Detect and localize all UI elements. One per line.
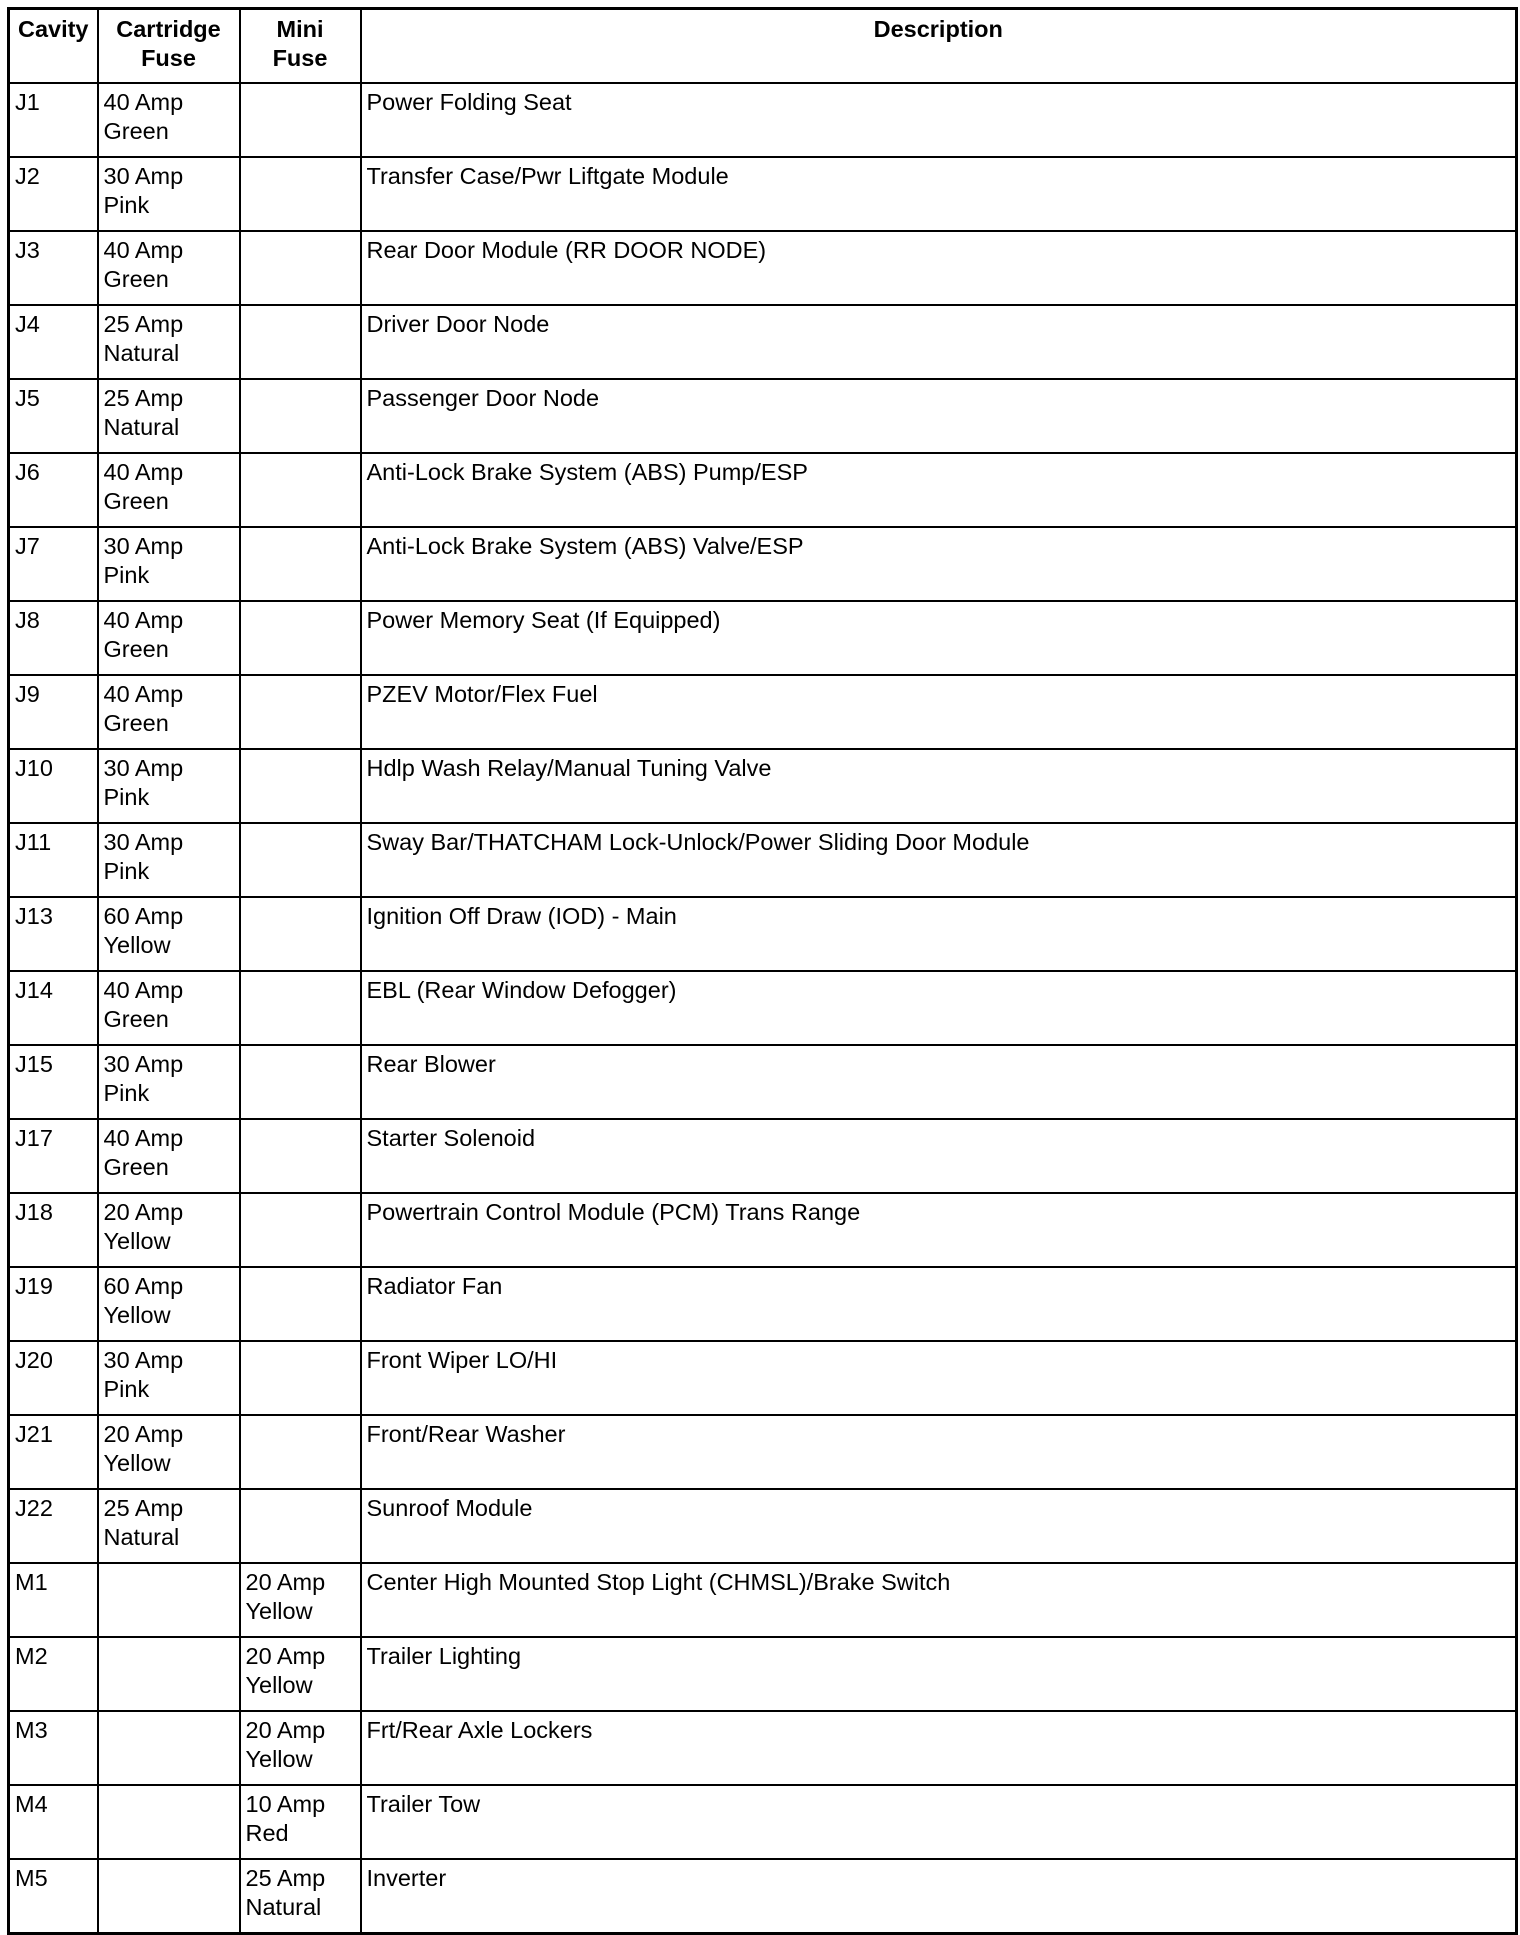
cavity-cell [9,1711,98,1785]
cavity-text: J17 [15,1125,53,1151]
header-cartridge-fuse: Cartridge Fuse [98,9,240,84]
description-cell [361,379,1517,453]
cartridge-fuse-cell [98,231,240,305]
description-cell [361,1489,1517,1563]
description-text: Frt/Rear Axle Lockers [366,1717,593,1743]
mini-fuse-cell [240,1267,361,1341]
mini-fuse-cell [240,1637,361,1711]
cartridge-fuse-text: Pink [103,562,150,588]
cartridge-fuse-cell [98,453,240,527]
description-text: Rear Door Module (RR DOOR NODE) [366,237,767,263]
cartridge-fuse-text: 40 Amp [103,237,184,263]
cartridge-fuse-text: Green [103,488,169,514]
description-text: Driver Door Node [366,311,550,337]
cavity-cell [9,1785,98,1859]
cartridge-fuse-text: 25 Amp [103,385,184,411]
cartridge-fuse-text: 40 Amp [103,681,184,707]
cartridge-fuse-cell [98,971,240,1045]
table-row [9,675,1517,749]
description-cell [361,1563,1517,1637]
table-row [9,1045,1517,1119]
mini-fuse-cell [240,1785,361,1859]
table-row [9,157,1517,231]
cavity-cell [9,823,98,897]
mini-fuse-cell [240,1563,361,1637]
mini-fuse-cell [240,749,361,823]
table-row [9,379,1517,453]
cartridge-fuse-text: Pink [103,1376,150,1402]
mini-fuse-cell [240,231,361,305]
description-text: EBL (Rear Window Defogger) [366,977,677,1003]
cavity-text: J4 [15,311,40,337]
table-row [9,1637,1517,1711]
cartridge-fuse-text: Green [103,710,169,736]
cartridge-fuse-cell [98,1119,240,1193]
cartridge-fuse-cell [98,157,240,231]
cavity-text: J13 [15,903,53,929]
table-row [9,1119,1517,1193]
table-row [9,897,1517,971]
table-row [9,1711,1517,1785]
cartridge-fuse-text: Green [103,266,169,292]
mini-fuse-text: 25 Amp [245,1865,326,1891]
cartridge-fuse-text: 30 Amp [103,829,184,855]
description-cell [361,157,1517,231]
description-cell [361,897,1517,971]
table-row [9,453,1517,527]
cavity-text: M1 [15,1569,48,1595]
description-cell [361,1045,1517,1119]
cavity-text: J15 [15,1051,53,1077]
mini-fuse-text: 20 Amp [245,1569,326,1595]
cartridge-fuse-cell [98,1637,240,1711]
table-row [9,1563,1517,1637]
mini-fuse-text: Red [245,1820,289,1846]
table-row [9,1341,1517,1415]
description-text: Rear Blower [366,1051,496,1077]
table-row [9,749,1517,823]
cartridge-fuse-cell [98,1193,240,1267]
fuse-table-container [7,7,1518,1935]
mini-fuse-text: Yellow [245,1598,313,1624]
cavity-text: J7 [15,533,40,559]
description-text: Trailer Tow [366,1791,481,1817]
description-text: Front Wiper LO/HI [366,1347,558,1373]
cavity-cell [9,1341,98,1415]
cavity-cell [9,601,98,675]
cartridge-fuse-text: Pink [103,1080,150,1106]
cavity-text: M5 [15,1865,48,1891]
mini-fuse-text: Yellow [245,1672,313,1698]
cavity-text: J22 [15,1495,53,1521]
cartridge-fuse-text: 30 Amp [103,163,184,189]
description-cell [361,1637,1517,1711]
cartridge-fuse-cell [98,823,240,897]
table-row [9,1193,1517,1267]
cavity-text: J11 [15,829,52,855]
mini-fuse-cell [240,83,361,157]
description-cell [361,453,1517,527]
mini-fuse-cell [240,897,361,971]
fuse-table [7,7,1518,1935]
mini-fuse-text: 20 Amp [245,1643,326,1669]
table-row [9,305,1517,379]
description-cell [361,823,1517,897]
mini-fuse-text: 20 Amp [245,1717,326,1743]
cavity-cell [9,527,98,601]
cartridge-fuse-text: Yellow [103,1450,171,1476]
table-row [9,1859,1517,1934]
cavity-text: J10 [15,755,53,781]
mini-fuse-cell [240,675,361,749]
cartridge-fuse-cell [98,1489,240,1563]
cavity-cell [9,897,98,971]
cartridge-fuse-text: 25 Amp [103,1495,184,1521]
mini-fuse-cell [240,527,361,601]
header-mini-fuse: Mini Fuse [240,9,361,84]
cavity-text: J21 [15,1421,53,1447]
cartridge-fuse-text: 25 Amp [103,311,184,337]
table-row [9,1267,1517,1341]
mini-fuse-cell [240,823,361,897]
cartridge-fuse-text: Green [103,1006,169,1032]
cartridge-fuse-cell [98,1341,240,1415]
cartridge-fuse-text: Green [103,1154,169,1180]
description-text: Power Folding Seat [366,89,572,115]
description-cell [361,83,1517,157]
cavity-text: J3 [15,237,40,263]
cavity-text: M3 [15,1717,48,1743]
cartridge-fuse-text: 60 Amp [103,903,184,929]
cavity-text: J2 [15,163,40,189]
mini-fuse-cell [240,1341,361,1415]
cartridge-fuse-cell [98,1267,240,1341]
cartridge-fuse-text: 20 Amp [103,1421,184,1447]
cavity-text: J5 [15,385,40,411]
mini-fuse-cell [240,971,361,1045]
mini-fuse-text: Natural [245,1894,322,1920]
cartridge-fuse-text: Natural [103,1524,180,1550]
cartridge-fuse-text: Yellow [103,1302,171,1328]
mini-fuse-cell [240,453,361,527]
mini-fuse-cell [240,1415,361,1489]
mini-fuse-cell [240,1859,361,1934]
cartridge-fuse-text: Pink [103,784,150,810]
description-text: PZEV Motor/Flex Fuel [366,681,598,707]
cavity-cell [9,157,98,231]
cavity-text: J6 [15,459,40,485]
cartridge-fuse-text: 40 Amp [103,607,184,633]
table-row [9,231,1517,305]
cartridge-fuse-text: Natural [103,414,180,440]
description-text: Power Memory Seat (If Equipped) [366,607,721,633]
mini-fuse-cell [240,1711,361,1785]
table-row [9,823,1517,897]
table-row [9,1785,1517,1859]
description-text: Sunroof Module [366,1495,533,1521]
description-cell [361,305,1517,379]
mini-fuse-cell [240,157,361,231]
cavity-cell [9,1193,98,1267]
mini-fuse-cell [240,1119,361,1193]
header-cavity: Cavity [9,9,98,84]
cavity-cell [9,1637,98,1711]
description-cell [361,1415,1517,1489]
cartridge-fuse-cell [98,83,240,157]
cartridge-fuse-text: Yellow [103,1228,171,1254]
description-text: Radiator Fan [366,1273,503,1299]
cartridge-fuse-cell [98,1711,240,1785]
cartridge-fuse-cell [98,601,240,675]
mini-fuse-cell [240,601,361,675]
cavity-cell [9,231,98,305]
table-header-row [9,9,1517,84]
description-text: Ignition Off Draw (IOD) - Main [366,903,677,929]
cartridge-fuse-cell [98,1415,240,1489]
cartridge-fuse-cell [98,897,240,971]
description-cell [361,749,1517,823]
description-text: Starter Solenoid [366,1125,536,1151]
description-cell [361,1785,1517,1859]
cavity-cell [9,675,98,749]
cartridge-fuse-cell [98,749,240,823]
cartridge-fuse-text: 20 Amp [103,1199,184,1225]
table-body [9,83,1517,1934]
cartridge-fuse-text: Green [103,636,169,662]
description-cell [361,675,1517,749]
cartridge-fuse-cell [98,527,240,601]
description-cell [361,601,1517,675]
cartridge-fuse-cell [98,1785,240,1859]
cavity-text: J9 [15,681,40,707]
description-text: Front/Rear Washer [366,1421,566,1447]
description-cell [361,1193,1517,1267]
cartridge-fuse-cell [98,305,240,379]
header-description: Description [361,9,1517,84]
table-row [9,527,1517,601]
description-cell [361,231,1517,305]
cavity-cell [9,1489,98,1563]
cartridge-fuse-cell [98,1859,240,1934]
cavity-cell [9,305,98,379]
cartridge-fuse-text: Natural [103,340,180,366]
mini-fuse-cell [240,305,361,379]
cartridge-fuse-text: 60 Amp [103,1273,184,1299]
description-text: Center High Mounted Stop Light (CHMSL)/Brake Switch [366,1569,951,1595]
table-row [9,1489,1517,1563]
description-text: Trailer Lighting [366,1643,522,1669]
description-text: Transfer Case/Pwr Liftgate Module [366,163,729,189]
cavity-cell [9,453,98,527]
cartridge-fuse-cell [98,1045,240,1119]
cartridge-fuse-cell [98,379,240,453]
cavity-cell [9,1563,98,1637]
cavity-cell [9,1045,98,1119]
table-row [9,971,1517,1045]
cavity-cell [9,379,98,453]
cavity-cell [9,1859,98,1934]
description-text: Powertrain Control Module (PCM) Trans Range [366,1199,861,1225]
cartridge-fuse-text: 40 Amp [103,1125,184,1151]
cartridge-fuse-text: 40 Amp [103,977,184,1003]
description-text: Sway Bar/THATCHAM Lock-Unlock/Power Sliding Door Module [366,829,1030,855]
cavity-cell [9,1267,98,1341]
description-text: Passenger Door Node [366,385,600,411]
cavity-cell [9,1415,98,1489]
cavity-cell [9,971,98,1045]
description-text: Anti-Lock Brake System (ABS) Valve/ESP [366,533,804,559]
description-cell [361,971,1517,1045]
mini-fuse-cell [240,1489,361,1563]
mini-fuse-text: Yellow [245,1746,313,1772]
cartridge-fuse-text: Green [103,118,169,144]
table-row [9,83,1517,157]
cavity-text: M2 [15,1643,48,1669]
cartridge-fuse-text: Pink [103,858,150,884]
cartridge-fuse-text: 40 Amp [103,459,184,485]
cavity-text: J18 [15,1199,53,1225]
description-text: Anti-Lock Brake System (ABS) Pump/ESP [366,459,808,485]
mini-fuse-cell [240,379,361,453]
cavity-text: J20 [15,1347,53,1373]
cartridge-fuse-text: Yellow [103,932,171,958]
cavity-text: J19 [15,1273,53,1299]
cavity-cell [9,749,98,823]
cavity-text: J1 [15,89,40,115]
cartridge-fuse-text: 30 Amp [103,533,184,559]
cavity-text: J14 [15,977,53,1003]
cartridge-fuse-text: 30 Amp [103,1347,184,1373]
description-cell [361,527,1517,601]
mini-fuse-cell [240,1193,361,1267]
description-text: Hdlp Wash Relay/Manual Tuning Valve [366,755,772,781]
mini-fuse-cell [240,1045,361,1119]
cartridge-fuse-text: 30 Amp [103,755,184,781]
table-row [9,601,1517,675]
cartridge-fuse-cell [98,675,240,749]
cartridge-fuse-text: 40 Amp [103,89,184,115]
cavity-cell [9,1119,98,1193]
cavity-text: J8 [15,607,40,633]
description-cell [361,1341,1517,1415]
description-cell [361,1119,1517,1193]
cartridge-fuse-text: Pink [103,192,150,218]
cartridge-fuse-cell [98,1563,240,1637]
description-cell [361,1711,1517,1785]
table-row [9,1415,1517,1489]
cartridge-fuse-text: 30 Amp [103,1051,184,1077]
description-cell [361,1859,1517,1934]
cavity-cell [9,83,98,157]
mini-fuse-text: 10 Amp [245,1791,326,1817]
description-cell [361,1267,1517,1341]
description-text: Inverter [366,1865,447,1891]
cavity-text: M4 [15,1791,48,1817]
